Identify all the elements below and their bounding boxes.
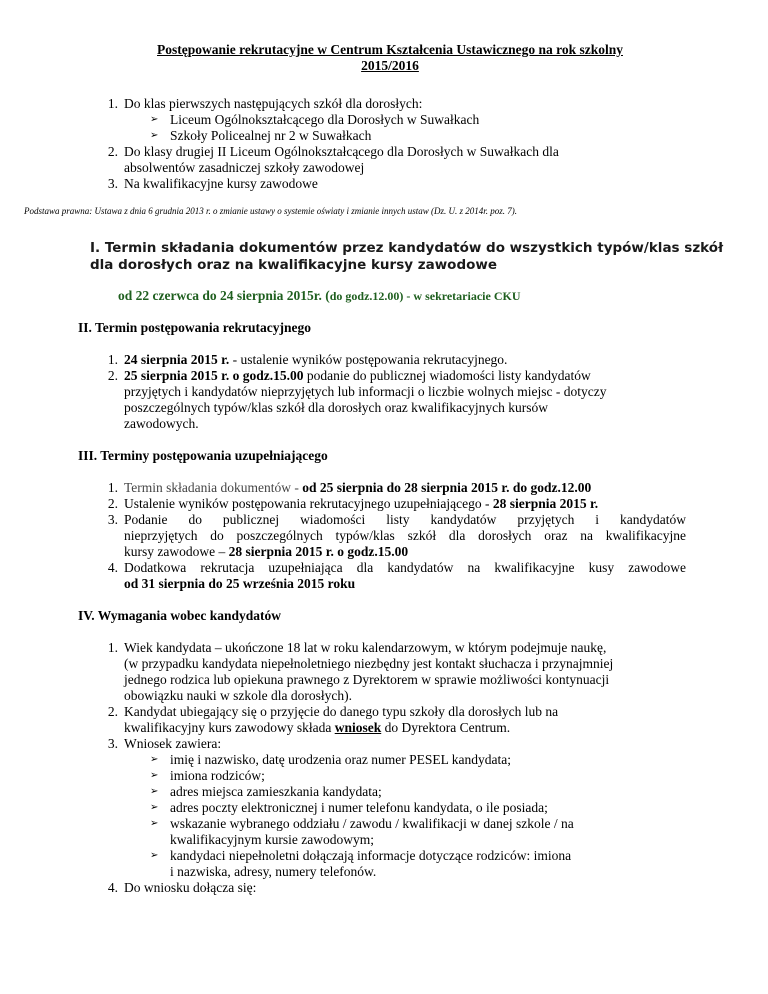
arrow-bullet-icon: ➢ <box>150 786 159 797</box>
section-2-item-2 <box>124 368 591 384</box>
item-text: kursy zawodowe – <box>124 544 229 559</box>
section-4-item-2-line-1: Kandydat ubiegający się o przyjęcie do danego typu szkoły dla dorosłych lub na <box>124 704 559 719</box>
arrow-bullet-icon: ➢ <box>150 850 159 861</box>
list-number: 2. <box>107 704 118 719</box>
section-4-item-1-line-2: (w przypadku kandydata niepełnoletniego niezbędny jest kontakt słuchacza i przynajmniej <box>124 656 614 671</box>
arrow-bullet-icon: ➢ <box>150 130 159 141</box>
section-3-heading: III. Terminy postępowania uzupełniającego <box>78 448 328 463</box>
bullet-item: imię i nazwisko, datę urodzenia oraz numer PESEL kandydata; <box>170 752 512 767</box>
arrow-bullet-icon: ➢ <box>150 754 159 765</box>
item-text: do Dyrektora Centrum. <box>381 720 511 735</box>
section-2-item-2-line-2: przyjętych i kandydatów nieprzyjętych lub informacji o liczbie wolnych miejsc - dotyczy <box>124 384 607 399</box>
section-3-item-3-line-2: nieprzyjętych do poszczególnych typów/klas szkół dla dorosłych oraz na kwalifikacyjne <box>124 528 686 543</box>
bullet-item: imiona rodziców; <box>170 768 265 783</box>
section-2-item-2-line-4: zawodowych. <box>124 416 199 431</box>
item-text: Ustalenie wyników postępowania rekrutacyjnego uzupełniającego - <box>124 496 493 511</box>
title-line-2: 2015/2016 <box>361 58 419 73</box>
section-3-item-3-line-1: Podanie do publicznej wiadomości listy kandydatów przyjętych i kandydatów <box>124 512 686 527</box>
item-date: od 25 sierpnia do 28 sierpnia 2015 r. do godz.12.00 <box>302 480 592 495</box>
list-number: 2. <box>107 496 118 511</box>
arrow-bullet-icon: ➢ <box>150 802 159 813</box>
section-3-item-2 <box>124 496 598 512</box>
section-1-heading-line-1: I. Termin składania dokumentów przez kandydatów do wszystkich typów/klas szkół <box>90 240 724 256</box>
item-text: Termin składania dokumentów - <box>124 480 303 495</box>
deadline-main: od 22 czerwca do 24 sierpnia 2015r. ( <box>118 288 330 303</box>
item-text: podanie do publicznej wiadomości listy kandydatów <box>303 368 591 383</box>
list-number: 3. <box>107 736 118 751</box>
item-date: 24 sierpnia 2015 r. <box>124 352 230 367</box>
arrow-bullet-icon: ➢ <box>150 818 159 829</box>
bullet-item-cont: i nazwiska, adresy, numery telefonów. <box>170 864 377 879</box>
section-3-item-3-line-3 <box>124 544 408 560</box>
list-number: 3. <box>107 512 118 527</box>
section-2-item-1 <box>124 352 507 368</box>
section-3-item-4-line-2: od 31 sierpnia do 25 września 2015 roku <box>124 576 356 591</box>
bullet-item: adres miejsca zamieszkania kandydata; <box>170 784 382 799</box>
section-4-item-1-line-1: Wiek kandydata – ukończone 18 lat w roku kalendarzowym, w którym podejmuje naukę, <box>124 640 607 655</box>
bullet-item-cont: kwalifikacyjnym kursie zawodowym; <box>170 832 374 847</box>
list-number: 2. <box>107 368 118 383</box>
bullet-item: adres poczty elektronicznej i numer telefonu kandydata, o ile posiada; <box>170 800 548 815</box>
section-1-heading <box>90 240 730 274</box>
arrow-bullet-icon: ➢ <box>150 770 159 781</box>
section-3-item-4-line-1: Dodatkowa rekrutacja uzupełniająca dla kandydatów na kwalifikacyjne kusy zawodowe <box>124 560 686 575</box>
section-4-item-2-line-2 <box>124 720 510 736</box>
list-item: Na kwalifikacyjne kursy zawodowe <box>124 176 318 191</box>
section-4-item-1-line-3: jednego rodzica lub opiekuna prawnego z Dyrektorem w sprawie możliwości kontynuacji <box>124 672 610 687</box>
list-number: 1. <box>107 352 118 367</box>
bullet-item: kandydaci niepełnoletni dołączają informacje dotyczące rodziców: imiona <box>170 848 572 863</box>
sub-list-item: Liceum Ogólnokształcącego dla Dorosłych w Suwałkach <box>170 112 480 127</box>
section-4-item-3: Wniosek zawiera: <box>124 736 222 751</box>
list-item: Do klasy drugiej II Liceum Ogólnokształcącego dla Dorosłych w Suwałkach dla <box>124 144 559 159</box>
list-item-cont: absolwentów zasadniczej szkoły zawodowej <box>124 160 365 175</box>
list-number: 3. <box>107 176 118 191</box>
deadline-detail: do godz.12.00) - w sekretariacie CKU <box>329 289 521 303</box>
list-number: 1. <box>107 640 118 655</box>
wniosek-keyword: wniosek <box>334 720 382 735</box>
item-date: 25 sierpnia 2015 r. o godz.15.00 <box>124 368 304 383</box>
list-number: 1. <box>107 96 118 111</box>
title-line-1: Postępowanie rekrutacyjne w Centrum Kształcenia Ustawicznego na rok szkolny <box>157 42 623 57</box>
item-text: kwalifikacyjny kurs zawodowy składa <box>124 720 335 735</box>
list-number: 4. <box>107 560 118 575</box>
section-1-deadline <box>118 288 520 304</box>
section-4-item-1-line-4: obowiązku nauki w szkole dla dorosłych). <box>124 688 352 703</box>
list-item: Do klas pierwszych następujących szkół dla dorosłych: <box>124 96 423 111</box>
page-title <box>90 42 690 74</box>
arrow-bullet-icon: ➢ <box>150 114 159 125</box>
list-number: 1. <box>107 480 118 495</box>
sub-list-item: Szkoły Policealnej nr 2 w Suwałkach <box>170 128 372 143</box>
section-4-item-4: Do wniosku dołącza się: <box>124 880 257 895</box>
list-number: 4. <box>107 880 118 895</box>
section-3-item-1 <box>124 480 591 496</box>
section-4-heading: IV. Wymagania wobec kandydatów <box>78 608 282 623</box>
item-date: 28 sierpnia 2015 r. o godz.15.00 <box>228 544 409 559</box>
bullet-item: wskazanie wybranego oddziału / zawodu / kwalifikacji w danej szkole / na <box>170 816 574 831</box>
item-text: - ustalenie wyników postępowania rekrutacyjnego. <box>229 352 508 367</box>
section-2-item-2-line-3: poszczególnych typów/klas szkół dla dorosłych oraz kwalifikacyjnych kursów <box>124 400 549 415</box>
item-date: 28 sierpnia 2015 r. <box>492 496 599 511</box>
section-2-heading: II. Termin postępowania rekrutacyjnego <box>78 320 312 335</box>
list-number: 2. <box>107 144 118 159</box>
section-1-heading-line-2: dla dorosłych oraz na kwalifikacyjne kursy zawodowe <box>90 257 498 273</box>
legal-basis: Podstawa prawna: Ustawa z dnia 6 grudnia 2013 r. o zmianie ustawy o systemie oświaty i zmianie innych ustaw (Dz. U. z 2014r. poz. 7). <box>24 206 518 216</box>
